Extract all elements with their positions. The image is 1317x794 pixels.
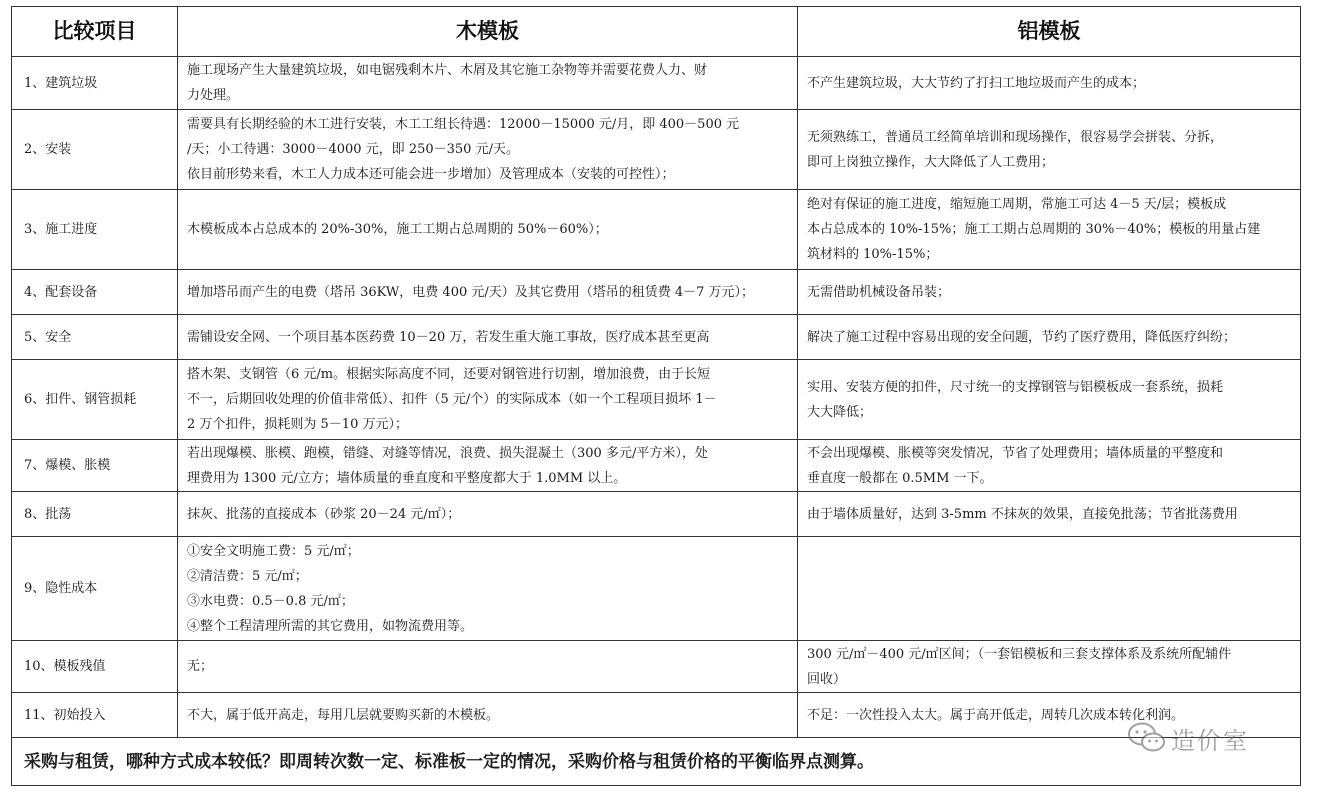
cell-text-line: /天；小工待遇：3000－4000 元，即 250－350 元/天。 [187,142,519,157]
cell-text-line: 木模板成本占总成本的 20%-30%，施工工期占总周期的 50%－60%）； [187,222,608,237]
aluminum-formwork-cell [798,190,1301,270]
wood-formwork-cell [178,270,798,315]
aluminum-formwork-cell [798,315,1301,360]
watermark [1127,718,1249,758]
cell-text-line: 不一，后期回收处理的价值非常低）、扣件（5 元/个）的实际成本（如一个工程项目损坏 1－ [187,392,717,407]
header-row [12,7,1301,57]
cell-text-line: 大大降低； [807,404,873,420]
cell-text-line: ①安全文明施工费：5 元/㎡； [187,543,360,559]
comparison-table [11,6,1301,786]
cell-text-line: 无需借助机械设备吊装； [807,284,951,300]
wood-formwork-cell [178,641,798,693]
table-row [12,110,1301,190]
header-item: 比较项目 [12,7,178,57]
cell-text-line: 无； [187,659,214,674]
wood-formwork-cell [178,440,798,492]
table-row [12,57,1301,110]
aluminum-formwork-cell [798,492,1301,537]
cell-text-line: 若出现爆模、胀模、跑模，错缝、对缝等情况，浪费、损失混凝土（300 多元/平方米），处 [187,445,708,461]
cell-text-line: ③水电费：0.5－0.8 元/㎡； [187,593,354,609]
wechat-icon [1127,721,1167,755]
cell-text-line: 理费用为 1300 元/立方；墙体质量的垂直度和平整度都大于 1.0MM 以上。 [187,470,627,486]
table-row [12,537,1301,641]
aluminum-formwork-cell [798,360,1301,440]
item-cell: 4、配套设备 [12,270,178,315]
item-cell: 9、隐性成本 [12,537,178,641]
footer-row [12,738,1301,786]
table-row [12,693,1301,738]
wood-formwork-cell [178,537,798,641]
wood-formwork-cell [178,360,798,440]
cell-text-line: ④整个工程清理所需的其它费用，如物流费用等。 [187,618,474,634]
item-cell: 11、初始投入 [12,693,178,738]
table-row [12,270,1301,315]
cell-text-line: 搭木架、支钢管（6 元/m。根据实际高度不同，还要对钢管进行切割，增加浪费，由于长短 [187,367,711,382]
cell-text-line: ②清洁费：5 元/㎡； [187,568,308,584]
item-cell: 6、扣件、钢管损耗 [12,360,178,440]
aluminum-formwork-cell [798,270,1301,315]
cell-text-line: 即可上岗独立操作，大大降低了人工费用； [807,154,1055,170]
item-cell: 8、批荡 [12,492,178,537]
aluminum-formwork-cell [798,440,1301,492]
table-row [12,641,1301,693]
wood-formwork-cell [178,315,798,360]
cell-text-line: 绝对有保证的施工进度，缩短施工周期，常施工可达 4－5 天/层；模板成 [807,197,1227,212]
wood-formwork-cell [178,57,798,110]
aluminum-formwork-cell [798,110,1301,190]
cell-text-line: 2 万个扣件，损耗则为 5－10 万元）； [187,417,408,432]
cell-text-line: 解决了施工过程中容易出现的安全问题，节约了医疗费用，降低医疗纠纷； [807,329,1237,345]
cell-text-line: 不会出现爆模、胀模等突发情况，节省了处理费用；墙体质量的平整度和 [807,445,1224,461]
item-cell: 3、施工进度 [12,190,178,270]
cell-text-line: 无须熟练工，普通员工经简单培训和现场操作，很容易学会拼装、分拆， [807,129,1224,145]
table-row [12,492,1301,537]
footer-note: 采购与租赁，哪种方式成本较低？即周转次数一定、标准板一定的情况，采购价格与租赁价格的平衡临界点测算。 [12,738,1301,786]
cell-text-line: 不足：一次性投入太大。属于高开低走，周转几次成本转化利润。 [807,707,1185,723]
cell-text-line: 施工现场产生大量建筑垃圾，如电锯残剩木片、木屑及其它施工杂物等并需要花费人力、财 [187,63,708,78]
cell-text-line: 增加塔吊而产生的电费（塔吊 36KW，电费 400 元/天）及其它费用（塔吊的租赁费 4－7 万元）； [187,284,755,300]
cell-text-line: 抹灰、批荡的直接成本（砂浆 20－24 元/㎡）； [187,506,461,522]
cell-text-line: 实用、安装方便的扣件，尺寸统一的支撑钢管与铝模板成一套系统，损耗 [807,379,1224,395]
cell-text-line: 筑材料的 10%-15%； [807,247,939,262]
cell-text-line: 依目前形势来看，木工人力成本还可能会进一步增加）及管理成本（安装的可控性）； [187,167,675,182]
cell-text-line: 300 元/㎡－400 元/㎡区间；（一套铝模板和三套支撑体系及系统所配辅件 [807,646,1232,662]
aluminum-formwork-cell [798,641,1301,693]
header-wood-formwork: 木模板 [178,7,798,57]
item-cell: 1、建筑垃圾 [12,57,178,110]
table-row [12,360,1301,440]
watermark-text: 造价室 [1171,726,1249,755]
aluminum-formwork-cell [798,57,1301,110]
item-cell: 10、模板残值 [12,641,178,693]
wood-formwork-cell [178,110,798,190]
cell-text-line: 垂直度一般都在 0.5MM 一下。 [807,470,993,486]
cell-text-line: 需要具有长期经验的木工进行安装，木工工组长待遇：12000－15000 元/月，即 400－500 元 [187,117,740,132]
cell-text-line: 不产生建筑垃圾，大大节约了打扫工地垃圾而产生的成本； [807,75,1146,91]
cell-text-line: 力处理。 [187,88,240,103]
cell-text-line: 需铺设安全网、一个项目基本医药费 10－20 万，若发生重大施工事故，医疗成本甚至更高 [187,329,710,345]
item-cell: 7、爆模、胀模 [12,440,178,492]
cell-text-line: 由于墙体质量好，达到 3-5mm 不抹灰的效果，直接免批荡；节省批荡费用 [807,506,1238,522]
table-body [12,57,1301,738]
cell-text-line: 不大，属于低开高走，每用几层就要购买新的木模板。 [187,707,500,723]
wood-formwork-cell [178,190,798,270]
aluminum-formwork-cell [798,537,1301,641]
table-row [12,190,1301,270]
item-cell: 5、安全 [12,315,178,360]
header-aluminum-formwork: 铝模板 [798,7,1301,57]
wood-formwork-cell [178,693,798,738]
wood-formwork-cell [178,492,798,537]
table-row [12,440,1301,492]
table-row [12,315,1301,360]
cell-text-line: 本占总成本的 10%-15%；施工工期占总周期的 30%－40%；模板的用量占建 [807,222,1261,237]
cell-text-line: 回收） [807,671,847,687]
item-cell: 2、安装 [12,110,178,190]
